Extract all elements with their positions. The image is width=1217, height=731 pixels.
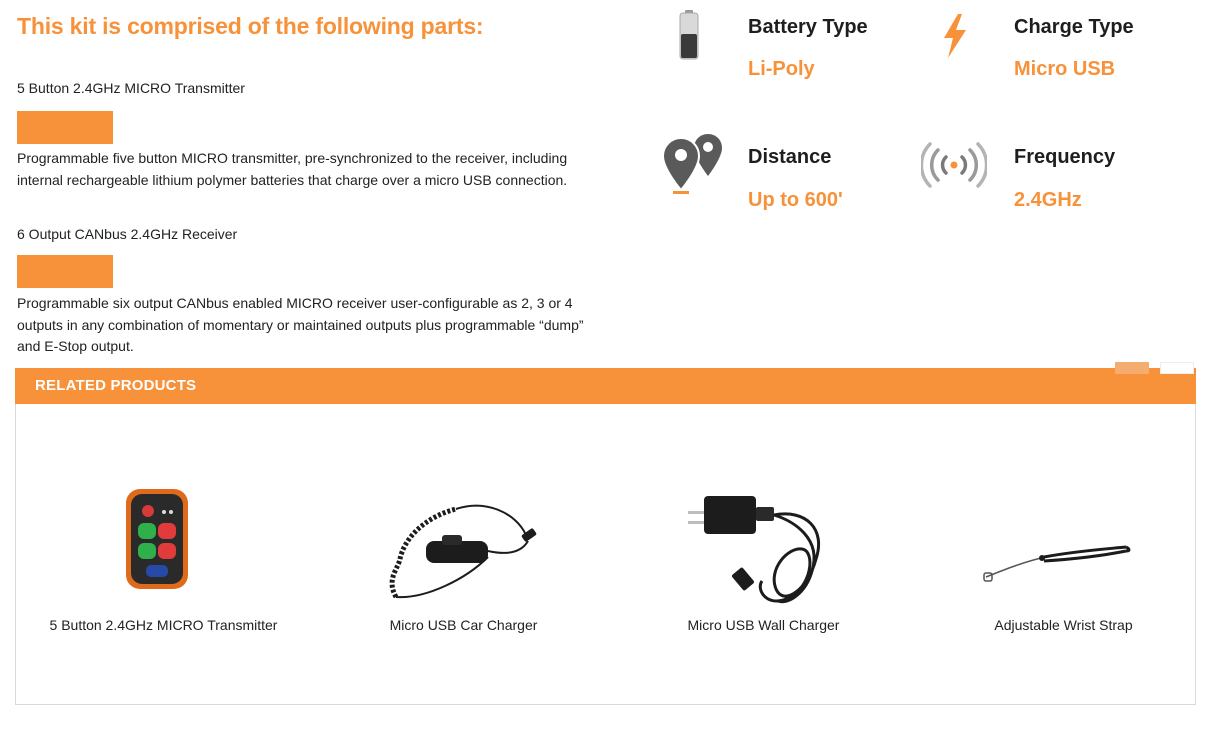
product-name-car-charger[interactable]: Micro USB Car Charger bbox=[389, 617, 538, 633]
spec-value-charge: Micro USB bbox=[1014, 58, 1116, 80]
battery-icon bbox=[672, 8, 706, 67]
product-card-transmitter[interactable] bbox=[16, 444, 311, 674]
part-tag-receiver bbox=[17, 255, 113, 288]
wireless-signal-icon bbox=[921, 140, 987, 195]
spec-label-charge: Charge Type bbox=[1014, 16, 1134, 38]
product-card-wrist-strap[interactable] bbox=[916, 444, 1211, 674]
wall-charger-image[interactable] bbox=[616, 469, 911, 614]
transmitter-image[interactable] bbox=[16, 469, 311, 614]
spec-value-battery: Li-Poly bbox=[748, 58, 815, 80]
spec-label-battery: Battery Type bbox=[748, 16, 868, 38]
part-name-transmitter: 5 Button 2.4GHz MICRO Transmitter bbox=[17, 80, 245, 96]
map-pins-icon bbox=[658, 132, 728, 201]
spec-value-distance: Up to 600' bbox=[748, 189, 843, 211]
related-products-carousel bbox=[15, 404, 1196, 705]
product-name-transmitter[interactable]: 5 Button 2.4GHz MICRO Transmitter bbox=[49, 617, 278, 633]
product-card-wall-charger[interactable] bbox=[616, 444, 911, 674]
car-charger-image[interactable] bbox=[316, 469, 611, 614]
kit-title: This kit is comprised of the following parts: bbox=[17, 13, 484, 39]
carousel-next-button[interactable] bbox=[1160, 362, 1194, 374]
related-products-title: RELATED PRODUCTS bbox=[35, 377, 197, 394]
part-description-receiver: Programmable six output CANbus enabled MICRO receiver user-configurable as 2, 3 or 4 outputs in any combination of momentary or maintained outputs plus programmable “dump” and E-Stop output. bbox=[17, 295, 584, 354]
product-name-wrist-strap[interactable]: Adjustable Wrist Strap bbox=[994, 617, 1133, 633]
lightning-bolt-icon bbox=[940, 12, 970, 65]
product-card-car-charger[interactable] bbox=[316, 444, 611, 674]
related-products-header bbox=[15, 368, 1196, 404]
product-name-wall-charger[interactable]: Micro USB Wall Charger bbox=[687, 617, 840, 633]
wrist-strap-image[interactable] bbox=[916, 469, 1211, 614]
carousel-prev-button[interactable] bbox=[1115, 362, 1149, 374]
spec-value-frequency: 2.4GHz bbox=[1014, 189, 1082, 211]
spec-label-frequency: Frequency bbox=[1014, 146, 1116, 168]
part-description-transmitter: Programmable five button MICRO transmitter, pre-synchronized to the receiver, including internal rechargeable lithium polymer batteries that charge over a micro USB connection. bbox=[17, 150, 568, 188]
part-name-receiver: 6 Output CANbus 2.4GHz Receiver bbox=[17, 226, 238, 242]
part-tag-transmitter bbox=[17, 111, 113, 144]
spec-label-distance: Distance bbox=[748, 146, 832, 168]
